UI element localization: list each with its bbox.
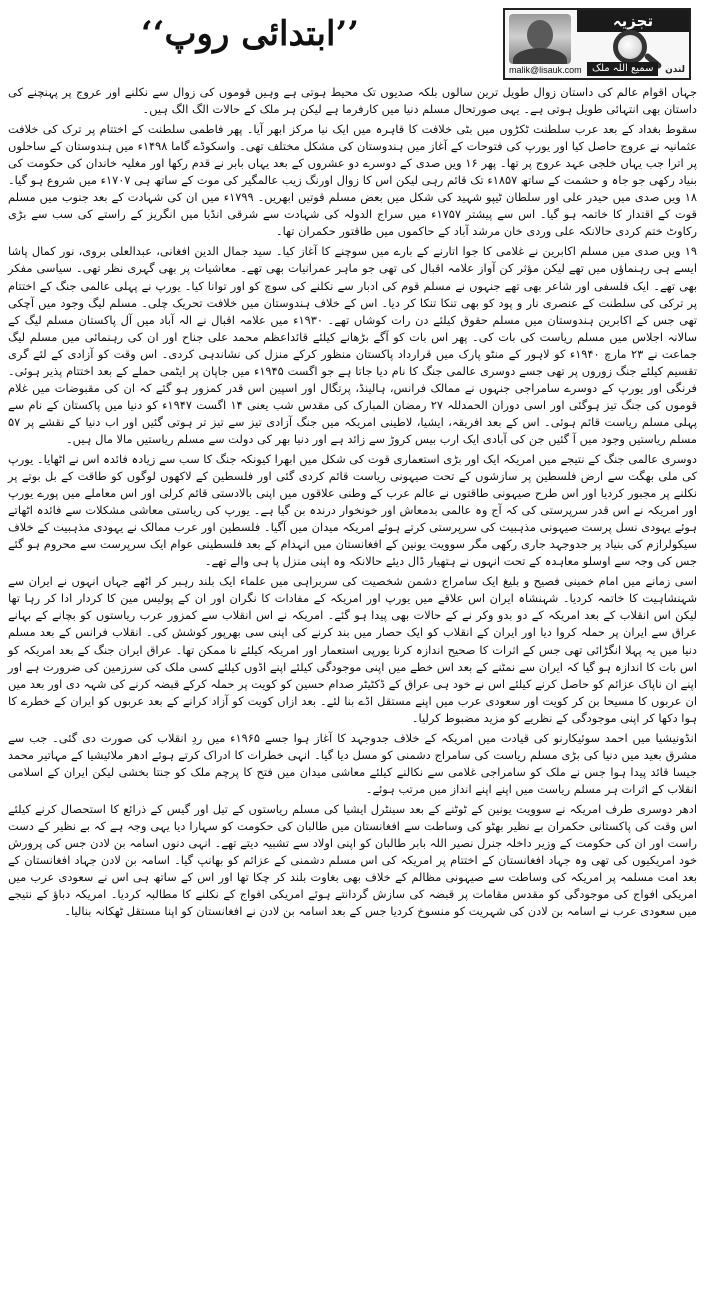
article-paragraph-5: اسی زمانے میں امام خمینی فصیح و بلیغ ایک سامراج دشمن شخصیت کی سربراہی میں علماء ایک بلند رہبر کر اٹھے جہاں انہوں نے ایران سے شہنشاہیت کا خاتمہ کردیا۔ شہنشاہ ایران اس علاقے میں یورپ اور امریکہ کے مفادات کا نگران اور ان کے پولیس مین کا کردار ادا کر رہا تھا لیکن اس انقلاب کے بعد امریکہ کے دو بدو وکر نے کے حالات بھی پیدا ہو گئے۔ امریکہ نے اس انقلاب سے کمزور عرب ریاستوں کو بچانے کے بہانے عراق سے ایران پر حملہ کروا دیا اور ایران کے انقلاب کو ایک حصار میں بند کرنے کی اپنی سی بھرپور کوشش کی۔ انقلاب فرانس کے بعد مسلم دنیا میں یہ پہلا انگڑائی تھی جس کے اثرات کا صحیح اندازہ کرنا یورپی استعمار اور امریکہ کیلئے نا ممکن تھا۔ عراق ایران جنگ کے بعد امریکہ کو اس بات کا اندازہ ہو گیا کہ ایران سے نمٹنے کے بعد اس خطے میں اپنی موجودگی کیلئے اپنے اڈوں کیلئے کسی ملک کی سرزمین کی ضرورت ہے اور اپنے ان ناپاک عزائم کو حاصل کرنے کیلئے اس نے خود ہی عراق کے ڈکٹیٹر صدام حسین کو کویت پر حملہ کرکے قبضہ کرنے کی شہہ دی اور بعد میں ان عربوں کا مسیحا بن کر کویت اور سعودی عرب میں اپنے مستقل اڈے بنا لئے۔ بعد ازاں کویت کو آزاد کرانے کے بعد عربوں کو ایران کے خطرے کا ہوا دکھا کر اپنی موجودگی کے نظریے کو مزید مضبوط کرلیا۔	[8, 574, 697, 725]
column-tag: تجزیہ	[577, 10, 689, 32]
magnifier-icon	[613, 30, 647, 64]
article-paragraph-3: ۱۹ ویں صدی میں مسلم اکابرین نے غلامی کا جوا اتارنے کے بارے میں سوچنے کا آغاز کیا۔ سید جمال الدین افغانی، عبدالعلی بروی، نور کمال پاشا ایسے ہی رہنماؤں میں تھے لیکن مؤثر کن آواز علامہ اقبال کی تھی جو ماہر عمرانیات بھی تھے۔ معاشیات پر بھی گہری نظر تھی۔ سیاسی مفکر بھی تھے۔ ایک فلسفی اور شاعر بھی تھے جنہوں نے مسلم قوم کی ادبار سے نکلنے کی سوچ کو اور توانا کیا۔ یورپ نے پہلی عالمی جنگ کے اختتام پر ترکی کی سلطنت کے عنصری نار و پود کو بھی تنکا تنکا کر دیا۔ اس کے خلاف ہندوستان میں خلافت تحریک چلی۔ مسلم لیگ وجود میں آچکی تھی جس کے اکابرین ہندوستان میں مسلم حقوق کیلئے دن رات کوشاں تھے۔ ۱۹۳۰ء میں علامہ اقبال نے الہ آباد میں آل پاکستان مسلم لیگ کے سالانہ اجلاس میں مسلم ریاست کی بات کی۔ پھر اس بات کو آگے بڑھانے کیلئے قائداعظم محمد علی جناح اور ان کی رہنمائی میں مسلم لیگ جماعت نے ۲۳ مارچ ۱۹۴۰ء کو لاہور کے منٹو پارک میں قرارداد پاکستان منظور کرکے منزل کی نشاندہی کردی۔ اس وقت کو آزادی کے لئے گری تقسیم کیلئے جنگ زوروں پر تھی جسے دوسری عالمی جنگ کا نام دیا جاتا ہے جو اگست ۱۹۴۵ء میں جاپان پر ایٹمی حملے کے بعد اختتام پذیر ہوئی۔ فرنگی اور یورپ کے دوسرے سامراجی جنہوں نے ممالک فرانس، ہالینڈ، پرتگال اور اسپین اس قدر کمزور ہو گئے کہ ان کی مقبوضات میں غلام قوموں کی جنگ تیز ہوگئی اور اسی دوران الحمدللہ ۲۷ رمضان المبارک کی مقدس شب یعنی ۱۴ اگست ۱۹۴۷ء کو دنیا میں پاکستان کے نام سے پہلی مسلم ریاست قائم ہوئی۔ اس کے بعد افریقہ، ایشیا، لاطینی امریکہ میں جنگ آزادی تیز سے تیز تر ہوتی گئیں اور اب دنیا کے نقشے پر ۵۷ مسلم ریاستیں وجود میں آ گئیں جن کی آبادی ایک ارب بیس کروڑ سے زائد ہے اور دنیا بھر کی دولت سے مسلم ریاستیں مالا مال ہیں۔	[8, 244, 698, 446]
article-paragraph-1: جہاں اقوام عالم کی داستان زوال طویل ترین سالوں بلکہ صدیوں تک محیط ہوتی ہے وہیں قوموں کی زوال سے نکلنے اور عروج پر پہنچنے کی داستان بھی انتہائی طویل ہوتی ہے۔ یہی صورتحال مسلم دنیا میں کارفرما ہے لیکن ہر ملک کے حالات الگ الگ ہیں۔	[8, 85, 697, 117]
article-paragraph-4: دوسری عالمی جنگ کے نتیجے میں امریکہ ایک اور بڑی استعماری قوت کی شکل میں ابھرا کیونکہ جنگ کا سب سے زیادہ فائدہ اس نے اٹھایا۔ یورپ کی ملی بھگت سے ارض فلسطین پر سازشوں کے تحت صیہونی ریاست قائم کردی گئی اور فلسطین کے لاکھوں لوگوں کو طاقت کے بل بوتے پر نکلنے پر مجبور کردیا اور اس طرح صیہونی طاقتوں نے عالم عرب کے وطنی علاقوں میں اپنی بالادستی قائم کرلی اور اس معاملے میں پورے یورپ اور امریکہ نے اس قدر سرپرستی کی کہ آج وہ عالمی بدمعاش اور خونخوار درندہ بن گیا ہے۔ یورپ کی ریاستی معاشی مشکلات سے فائدہ اٹھاتے ہوئے یہودی نسل پرست صیہونی مذہبیت کی سرپرستی کرتے ہوئے امریکہ میدان میں آگیا۔ فلسطین اور عرب ممالک نے یہودی مذہبیت کے خلاف سیکولرازم کی بنیاد پر جدوجہد جاری رکھی مگر سوویت یونین کے افغانستان میں انہدام کے بعد فلسطینی عوام ایک سرپرست سے محروم ہو گئے جس کی وجہ سے اوسلو معاہدہ کے تحت انہوں نے ہتھیار ڈال دیئے حالانکہ وہ اپنی منزل پا ہی والے تھے۔	[8, 451, 697, 569]
article-paragraph-2: سقوط بغداد کے بعد عرب سلطنت ٹکڑوں میں بٹی خلافت کا قاہرہ میں ایک نیا مرکز ابھر آیا۔ پھر فاطمی سلطنت کے اختتام پر ترک کی خلافت عثمانیہ نے عروج حاصل کیا اور یورپ کی فتوحات کے آغاز میں ہندوستان کی مشکل مختلف تھی۔ واسکوڈے گاما ۱۴۹۸ء میں ہندوستان کے ساحلوں پر اترا جب یہاں خلجی عہد عروج پر تھا۔ پھر ۱۶ ویں صدی کے دوسرے دو عشروں کے بعد یہاں بابر نے قدم رکھا اور مغلیہ خاندان کی حکومت کی بنیاد رکھی جو جاہ و حشمت کے ساتھ ۱۸۵۷ء تک قائم رہی لیکن اس کا زوال اورنگ زیب عالمگیر کی موت کے ساتھ ہی ۱۷۰۷ء میں شروع ہو گیا۔ ۱۸ ویں صدی میں حیدر علی اور سلطان ٹیپو شہید کی شکل میں بعض مسلم قوتیں ابھریں۔ ۱۷۹۹ء میں ان کی شہادت کے بعد جنوب میں مسلم قوت کے اقتدار کا خاتمہ ہو گیا۔ اس سے پیشتر ۱۷۵۷ء میں سراج الدولہ کی شہادت سے شرقی انڈیا میں انگریز کے راستے کی سب سے بڑی رکاوٹ ختم کردی حالانکہ علی وردی خان مرشد آباد کے حاکموں میں طاقتور حکمران تھا۔	[8, 122, 698, 239]
article-title: ’’ابتدائی روپ‘‘	[140, 14, 360, 54]
author-photo	[509, 14, 571, 64]
article-header	[8, 6, 697, 84]
author-name: سمیع اللہ ملک	[587, 62, 658, 76]
author-head-shape	[527, 20, 553, 50]
author-shoulders-shape	[513, 48, 567, 64]
author-email: malik@lisauk.com	[509, 65, 582, 75]
article-paragraph-6: انڈونیشیا میں احمد سوئیکارنو کی قیادت میں امریکہ کے خلاف جدوجہد کا آغاز ہوا جسے ۱۹۶۵ء میں ردِ انقلاب کی صورت دی گئی۔ جب سے مشرق بعید میں دنیا کی بڑی مسلم ریاست کی سامراج دشمنی کو مسل دیا گیا۔ انہی خطرات کا ادراک کرتے ہوئے ادھر ملائیشیا کے مہاتیر محمد جیسا قائد پیدا ہوا جس نے ملک کو سامراجی غلامی سے نکالنے کیلئے معاشی میدان میں فتح کا پرچم ملک کو جنتا بخشی لیکن ایران کے اسلامی انقلاب کے اثرات ہر مسلم ریاست میں اپنے اپنے انداز میں مرتب ہوئے۔	[8, 730, 697, 796]
city-logo: لندن	[665, 65, 685, 75]
article-body	[8, 84, 697, 920]
byline-box	[503, 8, 691, 80]
article-paragraph-7: ادھر دوسری طرف امریکہ نے سوویت یونین کے ٹوٹنے کے بعد سینٹرل ایشیا کی مسلم ریاستوں کے تیل اور گیس کے ذرائع کا استحصال کرنے کیلئے اس وقت کی پاکستانی حکمران بے نظیر بھٹو کی وساطت سے افغانستان میں طالبان کی حکومت کو سہارا دیا یہی وجہ ہے کہ بے نظیر کے دست راست اور ان کی حکومت کے وزیر داخلہ جنرل نصیر اللہ بابر طالبان کو اپنی اولاد سے تشبیہ دیتے تھے۔ انہی دنوں اسامہ بن لادن جس کی پرورش خود امریکیوں کی تھی وہ جہاد افغانستان کے اختتام پر امریکہ کی اس مسلم دشمنی کے عزائم کو بھانپ گیا۔ اسامہ بن لادن جہاد افغانستان کے بعد امت مسلمہ پر امریکہ کی وساطت سے صیہونی مظالم کے خلاف بھی بغاوت بلند کر چکا تھا اور اس کے ساتھ ہی اس نے سعودی عرب میں امریکی افواج کی موجودگی کو مقدس مقامات پر قبضہ کی سازش گردانتے ہوئے امریکی افواج کے نکلنے کا مطالبہ کردیا۔ امریکہ دباؤ کے نتیجے میں سعودی عرب نے اسامہ بن لادن کی شہریت کو منسوخ کردیا جس کے بعد اسامہ بن لادن نے افغانستان کو اپنا مستقل ٹھکانہ بنالیا۔	[8, 801, 697, 919]
